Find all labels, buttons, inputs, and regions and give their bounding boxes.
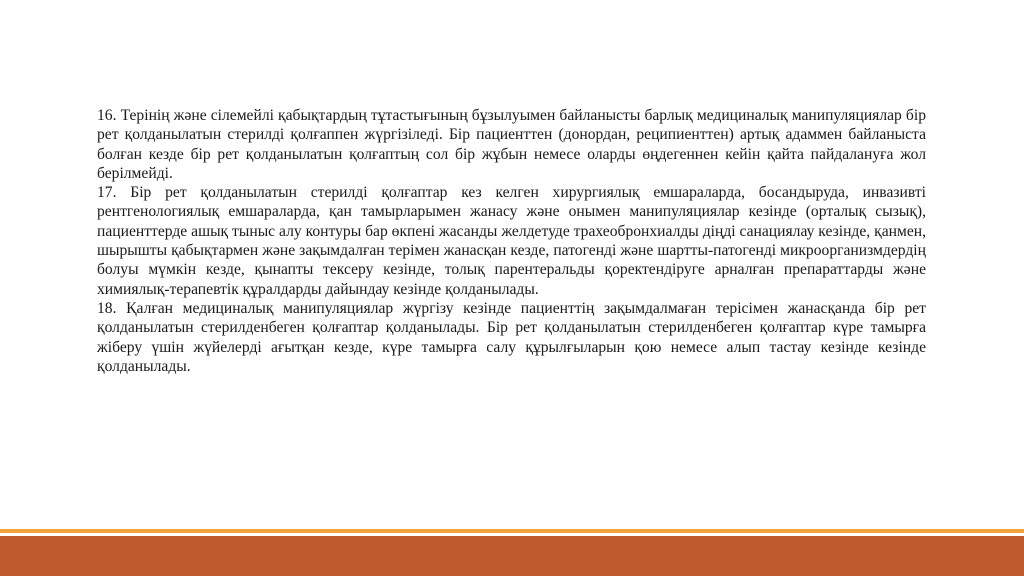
paragraph-18: 18. Қалған медициналық манипуляциялар жүргізу кезінде пациенттің зақымдалмаған терісімен жанасқанда бір рет қолданылатын стерилденбеген қолғаптар қолданылады. Бір рет қолданылатын стерилденбеген қолғаптар күре тамырға жіберу үшін жүйелерді ағытқан кезде, күре тамырға салу құрылғыларын қою немесе алып тастау кезінде кезінде қолданылады.	[97, 299, 926, 375]
slide-body	[97, 106, 926, 376]
paragraph-17: 17. Бір рет қолданылатын стерилді қолғаптар кез келген хирургиялық емшараларда, босандыруда, инвазивті рентгенологиялық емшараларда, қан тамырларымен жанасу және онымен манипуляциялар кезінде (орталық сызық), пациенттерде ашық тыныс алу контуры бар өкпені жасанды желдетуде трахеобронхиалды діңді санациялау кезінде, қанмен, шырышты қабықтармен және зақымдалған терімен жанасқан кезде, патогенді және шартты-патогенді микроорганизмдердің болуы мүмкін кезде, қынапты тексеру кезінде, толық парентеральды қоректендіруге арналған препараттарды және химиялық-терапевтік құралдарды дайындау кезінде қолданылады.	[97, 184, 926, 298]
paragraph-16: 16. Терінің және сілемейлі қабықтардың тұтастығының бұзылуымен байланысты барлық медициналық манипуляциялар бір рет қолданылатын стерилді қолғаппен жүргізіледі. Бір пациенттен (донордан, реципиенттен) артық адаммен байланыста болған кезде бір рет қолданылатын қолғаптың сол бір жұбын немесе оларды өңдегеннен кейін қайта пайдалануға жол берілмейді.	[97, 107, 926, 182]
footer-accent-line	[0, 529, 1024, 533]
footer-bar	[0, 536, 1024, 576]
